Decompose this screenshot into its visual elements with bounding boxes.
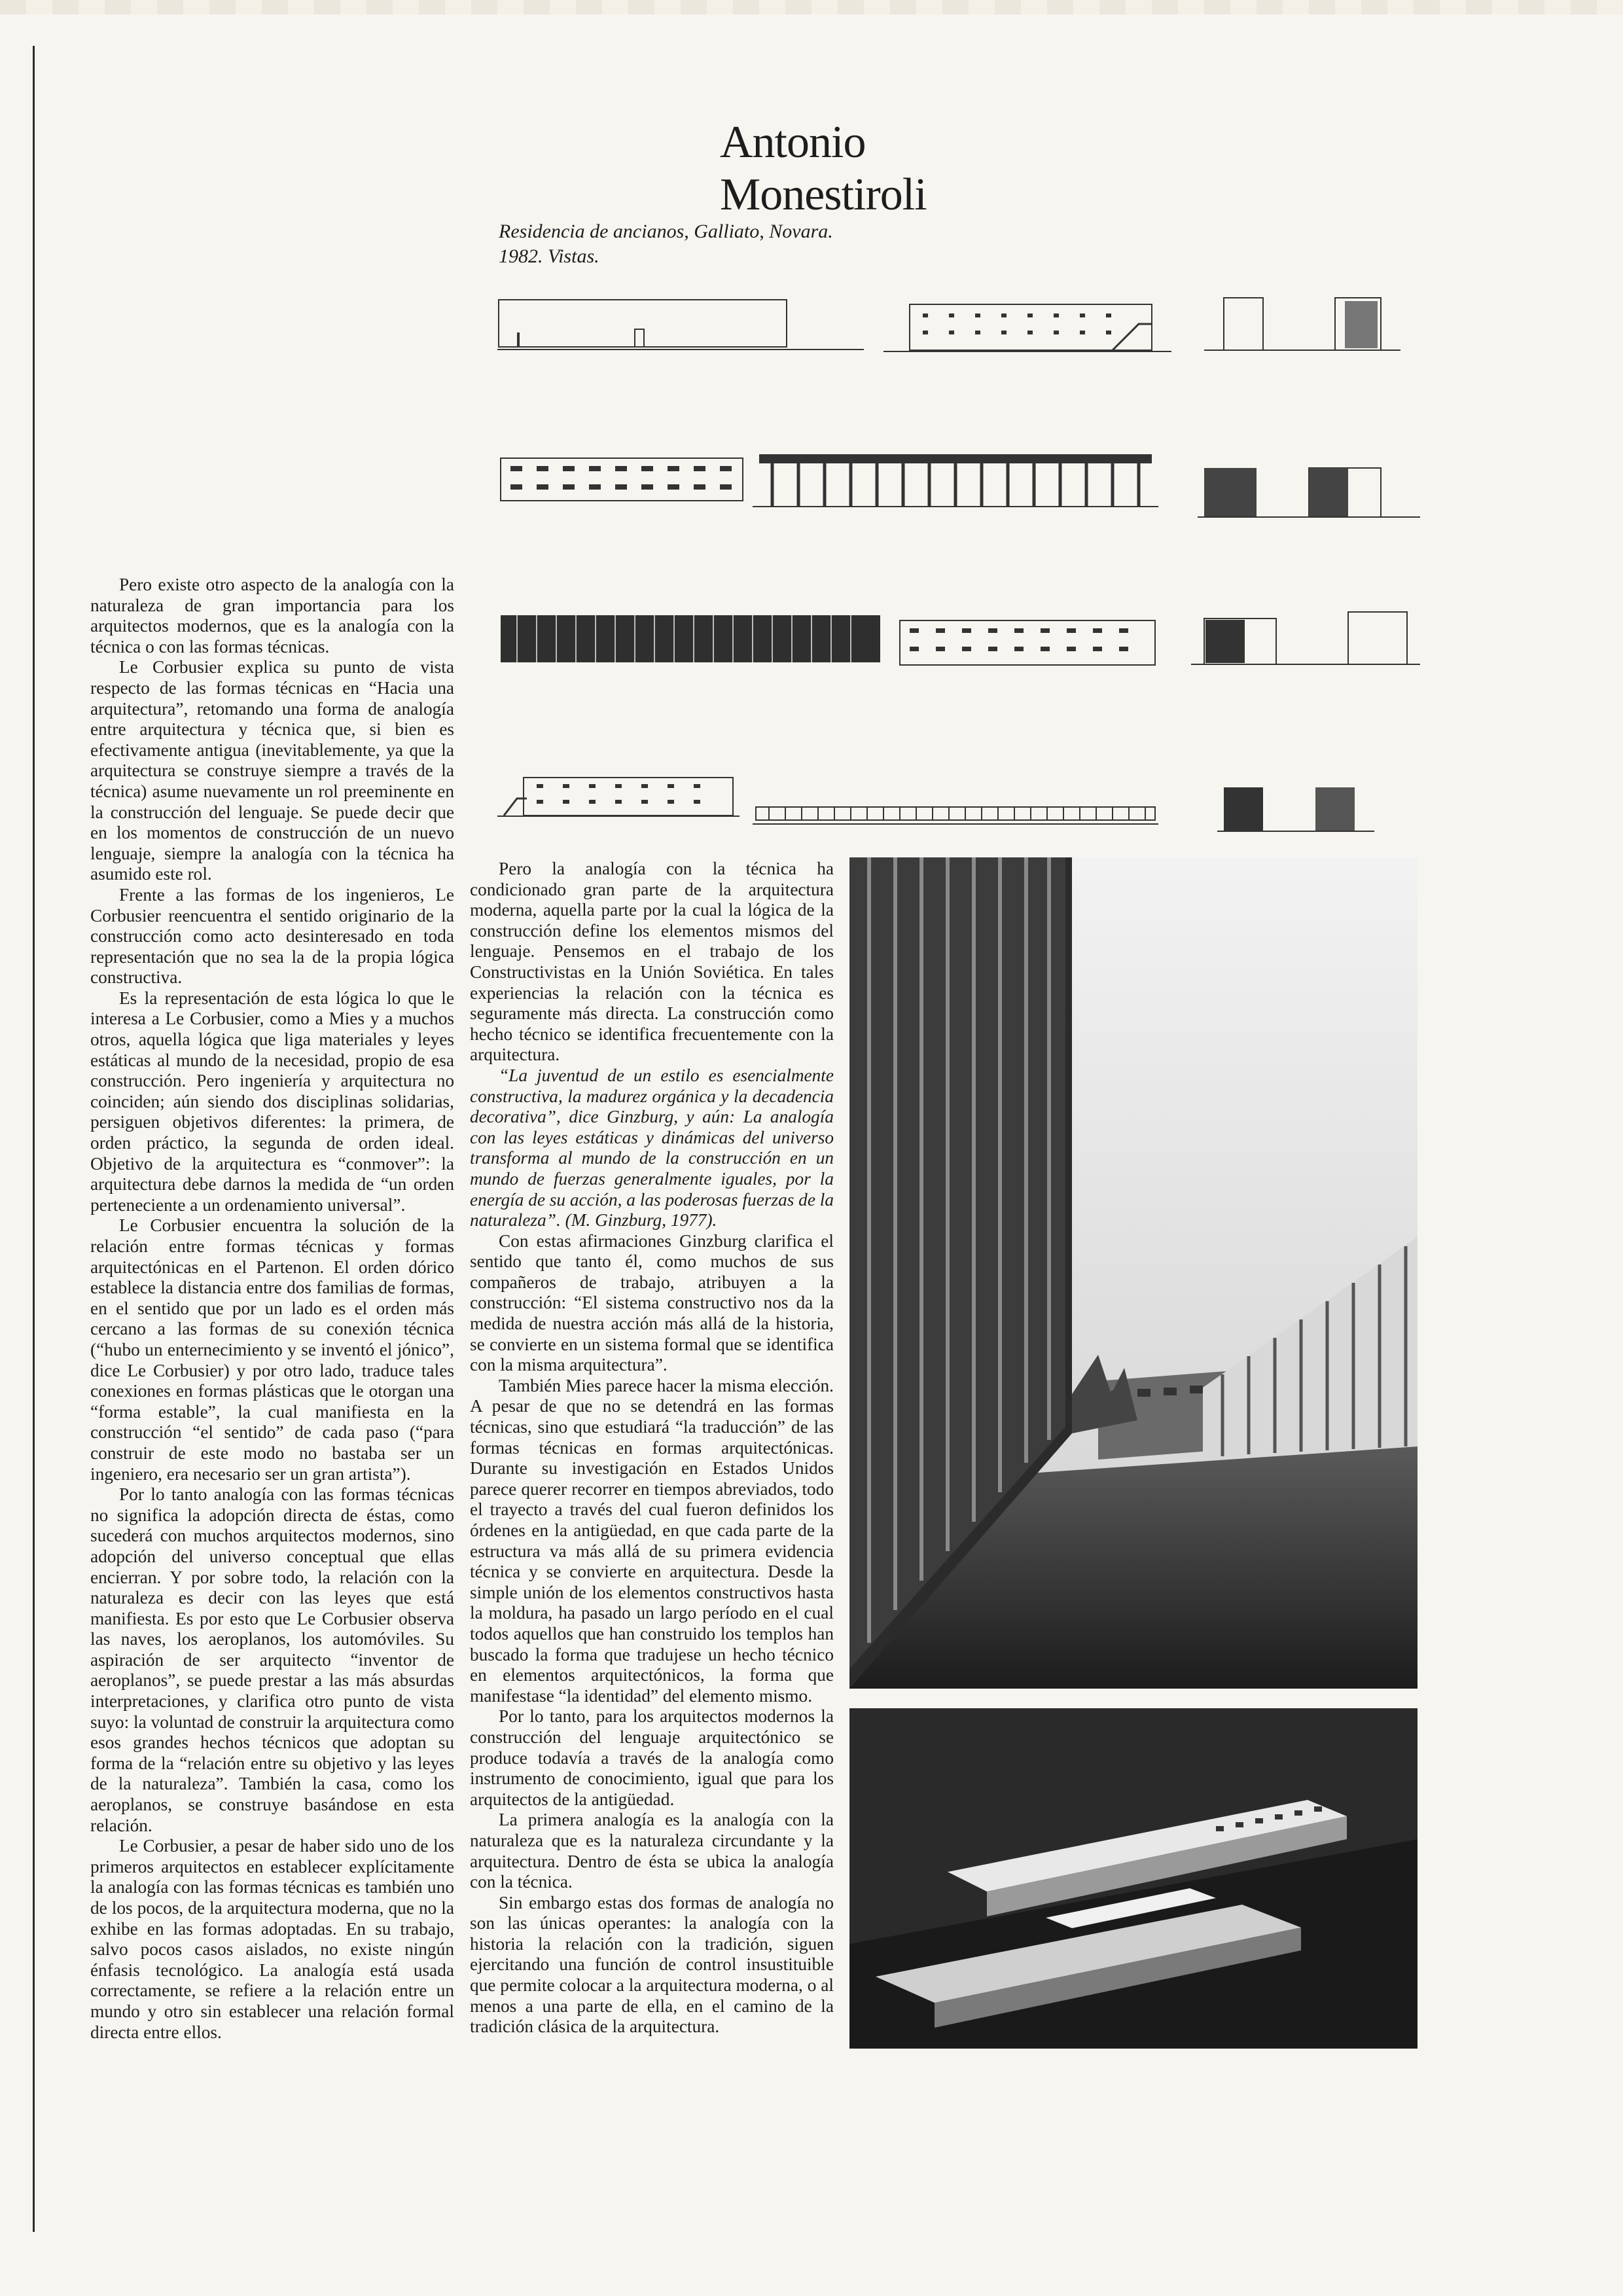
caption-line-2: 1982. Vistas.	[499, 245, 599, 267]
elevation-drawing-9	[1191, 599, 1420, 668]
elevation-drawing-4	[497, 452, 746, 504]
paragraph: Es la representación de esta lógica lo que le interesa a Le Corbusier, como a Mies y a muchos otros, aquella lógica que liga materiales y leyes estáticas al mundo de la necesidad, propio de esa construcción. Pero ingeniería y arquitectura no coinciden; aún siendo dos disciplinas solidarias, persiguen objetivos diferentes: la primera, de orden práctico, la segunda de orden ideal. Objetivo de la arquitectura es “conmover”: la arquitectura debe darnos la medida de “un orden perteneciente a un ordenamiento universal”.	[90, 988, 454, 1215]
paragraph: Por lo tanto, para los arquitectos modernos la construcción del lenguaje arquitectónico se produce todavía a través de la analogía como instrumento de conocimiento, igual que para los arquitectos de la antigüedad.	[470, 1706, 834, 1809]
middle-text-column	[470, 859, 834, 2037]
paragraph: Frente a las formas de los ingenieros, Le Corbusier reencuentra el sentido originario de la construcción como acto desinteresado en toda representación que no sea la de la propia lógica constructiva.	[90, 884, 454, 988]
binding-margin-line	[33, 46, 35, 2232]
paragraph: Con estas afirmaciones Ginzburg clarifica el sentido que tanto él, como muchos de sus compañeros de trabajo, atribuyen a la construcción: “El sistema constructivo nos da la medida de nuestra acción más allá de la historia, se convierte en un sistema formal que se identifica con la misma arquitectura”.	[470, 1230, 834, 1375]
elevation-drawing-11	[753, 802, 1158, 827]
paragraph: Sin embargo estas dos formas de analogía no son las únicas operantes: la analogía con la historia la relación con la tradición, siguen ejercitando una función de control insustituible que permite colocar a la arquitectura moderna, o al menos a una parte de ella, en el camino de la tradición clásica de la arquitectura.	[470, 1892, 834, 2037]
paragraph: La primera analogía es la analogía con la naturaleza que es la naturaleza circundante y la arquitectura. Dentro de ésta se ubica la analogía con la técnica.	[470, 1810, 834, 1892]
paragraph: Pero existe otro aspecto de la analogía con la naturaleza de gran importancia para los arquitectos modernos, que es la analogía con la técnica o con las formas técnicas.	[90, 575, 454, 656]
caption-line-1: Residencia de ancianos, Galliato, Novara.	[499, 221, 833, 242]
photo-architectural-model	[849, 1708, 1418, 2049]
paragraph: Por lo tanto analogía con las formas técnicas no significa la adopción directa de éstas, como sucederá con muchos arquitectos modernos, sino adopción del universo conceptual que ellas encierran. Y por sobre todo, la relación con la naturaleza es decir con las leyes que está manifiesta. Es por esto que Le Corbusier observa las naves, los aeroplanos, los automóviles. Su aspiración de ser arquitecto “inventor de aeroplanos”, se puede prestar a las más absurdas interpretaciones, y clarifica otro punto de vista suyo: la voluntad de construir la arquitectura como esos grandes hechos técnicos que adoptan su forma de la “relación entre su objetivo y las leyes de la naturaleza”. También la casa, como los aeroplanos, se construye basándose en esta relación.	[90, 1484, 454, 1835]
elevation-drawing-8	[897, 615, 1158, 668]
paragraph: Le Corbusier encuentra la solución de la relación entre formas técnicas y formas arquitectónicas en el Partenon. El orden dórico establece la distancia entre dos familias de formas, en el sentido que por un lado es el orden más cercano a las formas de su conexión técnica (“hubo un enternecimiento y se inventó el jónico”, dice Le Corbusier) y por otro lado, traduce tales conexiones en formas plásticas que le otorgan una “forma estable”, la cual manifiesta en la construcción “el sentido” de cada paso (“para construir de este modo no bastaba ser un ingeniero, era necesario ser un gran artista”).	[90, 1215, 454, 1484]
photo-courtyard-view	[849, 857, 1418, 1689]
paragraph: Le Corbusier explica su punto de vista respecto de las formas técnicas en “Hacia una arquitectura”, retomando una forma de analogía entre arquitectura y técnica que, si bien es efectivamente antigua (inevitablemente, ya que la arquitectura se construye siempre a través de la técnica) asume nuevamente un rol preeminente en la construcción del lenguaje. Se puede decir que en los momentos de construcción de un nuevo lenguaje, siempre la analogía con la técnica ha asumido este rol.	[90, 657, 454, 884]
paragraph-quote: “La juventud de un estilo es esencialmente constructiva, la madurez orgánica y la decadencia decorativa”, dice Ginzburg, y aún: La analogía con las leyes estáticas y dinámicas del universo transforma al mundo de la construcción en un mundo de fuerzas generalmente iguales, por la energía de su acción, a las poderosas fuerzas de la naturaleza”. (M. Ginzburg, 1977).	[470, 1065, 834, 1230]
elevation-drawing-1	[497, 293, 864, 353]
left-text-column	[90, 575, 454, 2043]
author-name: Antonio Monestiroli	[720, 117, 927, 220]
paragraph: Le Corbusier, a pesar de haber sido uno de los primeros arquitectos en establecer explícitamente la analogía con las formas técnicas es también uno de los pocos, de la arquitectura moderna, que no la exhibe en las formas adoptadas. En su trabajo, salvo pocos casos aislados, no existe ningún énfasis tecnológico. La analogía está usada correctamente, se refiere a la relación entre un mundo y otro sin establecer una relación formal directa entre ellos.	[90, 1836, 454, 2042]
elevation-drawing-6	[1198, 461, 1420, 520]
elevation-drawing-3	[1204, 291, 1400, 353]
elevation-drawing-12	[1217, 782, 1374, 834]
paragraph: También Mies parece hacer la misma elección. A pesar de que no se detendrá en las formas técnicas, sino que estudiará “la traducción” de las formas técnicas en formas arquitectónicas. Durante su investigación en Estados Unidos parece querer recorrer en tiempos abreviados, todo el trayecto a través del cual fueron definidos los órdenes en la antigüedad, en que cada parte de la estructura va más allá de su primera evidencia técnica y se convierte en arquitectura. Desde la simple unión de los elementos constructivos hasta la moldura, ha pasado un largo período en el cual todos aquellos que han construido los templos han buscado la forma que tradujese un hecho técnico en elementos arquitectónicos, la forma que manifestase “la identidad” del elemento mismo.	[470, 1375, 834, 1706]
elevation-drawing-2	[883, 298, 1171, 353]
scanned-page-top-edge	[0, 0, 1623, 14]
figure-caption	[499, 219, 918, 269]
elevation-drawing-5	[753, 450, 1158, 509]
elevation-drawing-10	[497, 772, 740, 818]
elevation-drawing-7	[497, 609, 883, 668]
paragraph: Pero la analogía con la técnica ha condicionado gran parte de la arquitectura moderna, aquella parte por la cual la lógica de la construcción define los elementos mismos del lenguaje. Pensemos en el trabajo de los Constructivistas en la Unión Soviética. En tales experiencias la relación con la técnica es seguramente más directa. La construcción como hecho técnico se identifica frecuentemente con la arquitectura.	[470, 859, 834, 1065]
